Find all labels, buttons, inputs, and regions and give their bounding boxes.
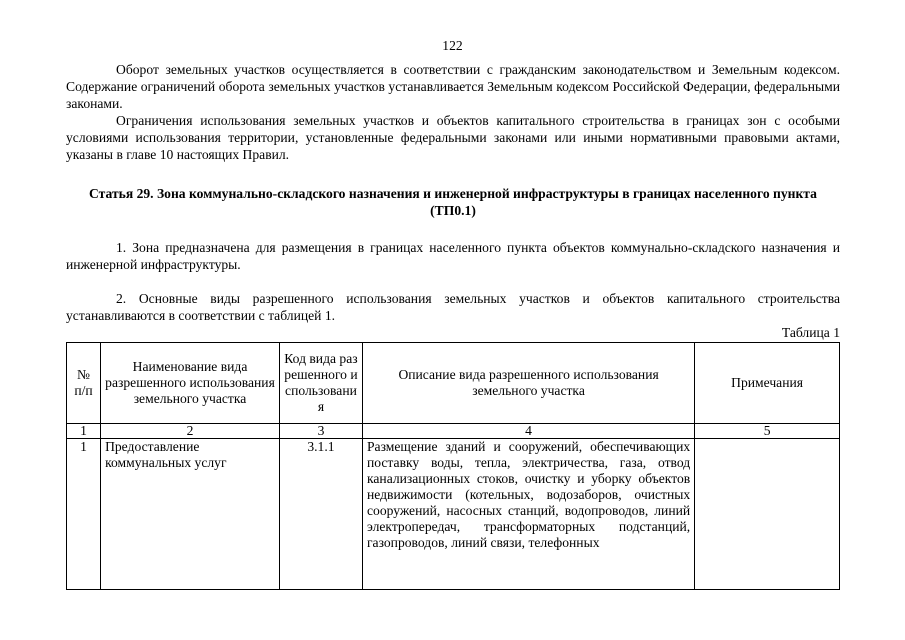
article-heading: Статья 29. Зона коммунально-складского назначения и инженерной инфраструктуры в границах населенного пункта (ТП0.1) [89, 186, 817, 218]
header-use-name: Наименование вида разрешенного использования земельного участка [101, 343, 280, 424]
clause-1: 1. Зона предназначена для размещения в границах населенного пункта объектов коммунально-складского назначения и инженерной инфраструктуры. [66, 240, 840, 272]
column-number: 3 [279, 424, 362, 439]
page-number: 122 [442, 38, 463, 53]
table-caption: Таблица 1 [781, 325, 840, 340]
row-number: 1 [67, 439, 101, 590]
page-content [66, 61, 840, 590]
clause-2: 2. Основные виды разрешенного использования земельных участков и объектов капитального строительства устанавливаются в соответствии с таблицей 1. [66, 291, 840, 323]
row-use-description: Размещение зданий и сооружений, обеспечивающих поставку воды, тепла, электричества, газа, отвод канализационных стоков, очистку и уборку объектов недвижимости (котельных, водозаборов, очистных сооружений, насосных станций, водопроводов, линий электропередач, трансформаторных подстанций, газопроводов, линий связи, телефонных [362, 439, 694, 590]
header-use-description: Описание вида разрешенного использования земельного участка [362, 343, 694, 424]
column-number: 4 [362, 424, 694, 439]
header-use-code: Код вида разрешенного использования [279, 343, 362, 424]
column-number: 2 [101, 424, 280, 439]
row-use-code: 3.1.1 [279, 439, 362, 590]
intro-paragraph-1: Оборот земельных участков осуществляется в соответствии с гражданским законодательством и Земельным кодексом. Содержание ограничений оборота земельных участков устанавливается Земельным кодексом Российской Федерации, федеральными законами. [66, 62, 840, 111]
column-number: 1 [67, 424, 101, 439]
row-notes [695, 439, 840, 590]
row-use-name: Предоставление коммунальных услуг [101, 439, 280, 590]
permitted-use-table [66, 342, 840, 590]
table-header-row [67, 343, 840, 424]
header-number: № п/п [67, 343, 101, 424]
intro-paragraph-2: Ограничения использования земельных участков и объектов капитального строительства в границах зон с особыми условиями использования территории, установленные федеральными законами или иными нормативными правовыми актами, указаны в главе 10 настоящих Правил. [66, 113, 840, 162]
column-number: 5 [695, 424, 840, 439]
table-row [67, 439, 840, 590]
header-notes: Примечания [695, 343, 840, 424]
column-number-row [67, 424, 840, 439]
